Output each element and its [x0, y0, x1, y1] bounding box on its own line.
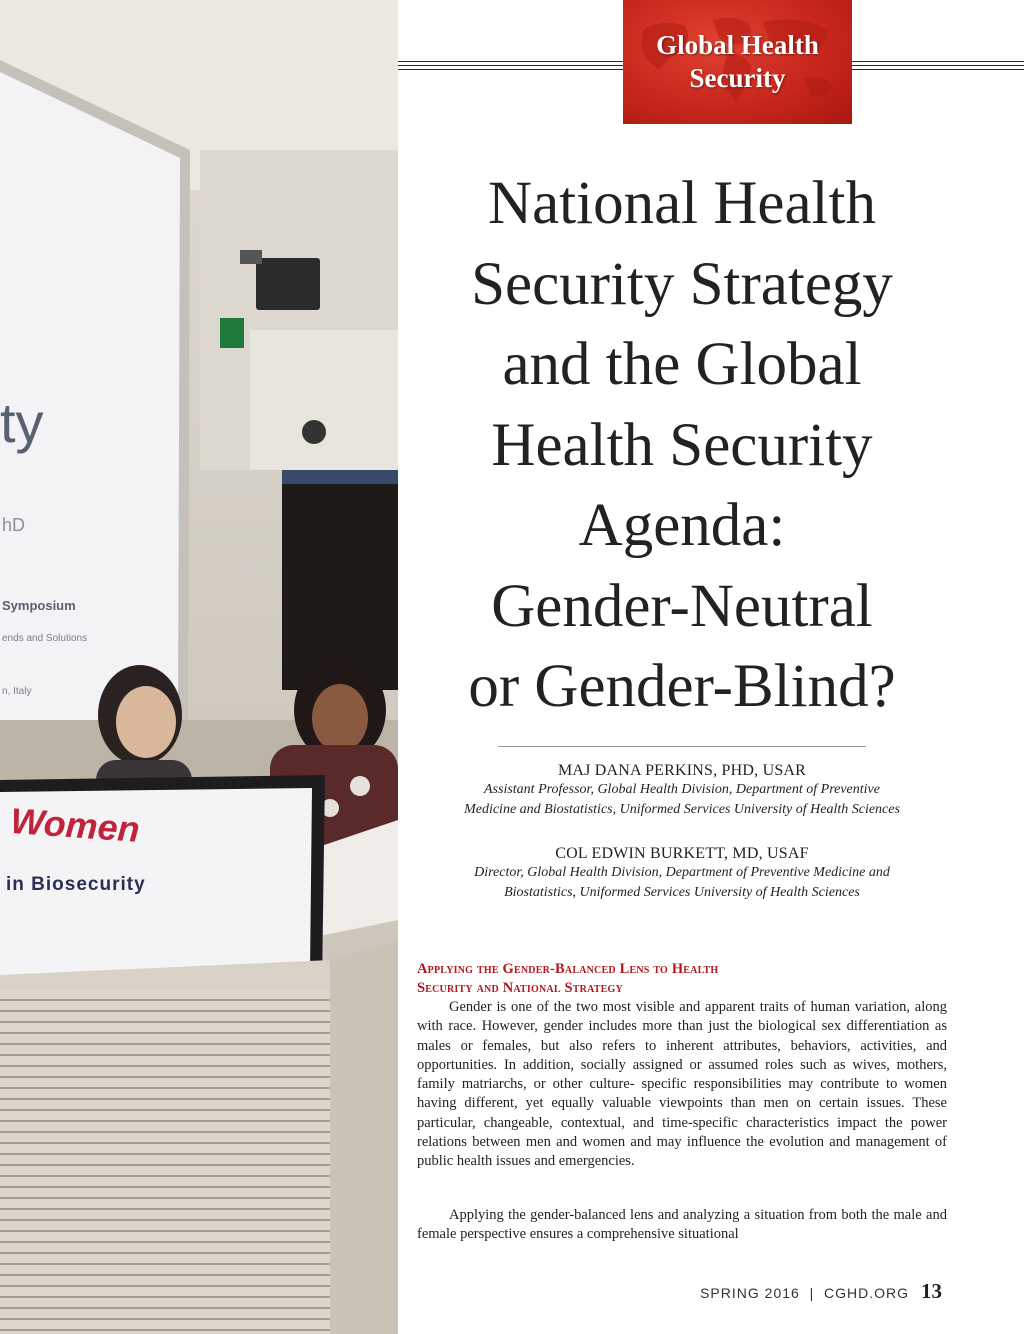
- monitor-text-women: Women: [9, 800, 142, 850]
- title-line: Agenda:: [578, 492, 786, 559]
- issue-label: SPRING 2016 | CGHD.ORG: [700, 1285, 909, 1301]
- body-paragraph: Applying the gender-balanced lens and analyzing a situation from both the male and female perspective ensures a comprehensive situational: [417, 1207, 947, 1243]
- author-name: COL EDWIN BURKETT, MD, USAF: [555, 845, 809, 862]
- author-affiliation: Medicine and Biostatistics, Uniformed Services University of Health Sciences: [464, 801, 900, 817]
- section-heading: [417, 960, 817, 998]
- title-line: Security Strategy: [471, 250, 893, 318]
- author-affiliation: Biostatistics, Uniformed Services University of Health Sciences: [504, 884, 860, 900]
- podium-slats: [0, 990, 330, 1334]
- title-line: or Gender-Blind?: [468, 653, 896, 720]
- screen-text-subtitle: ends and Solutions: [2, 633, 88, 644]
- screen-text-degree: hD: [2, 515, 26, 535]
- title-line: Gender-Neutral: [491, 572, 873, 640]
- author-name: MAJ DANA PERKINS, PHD, USAR: [557, 762, 807, 779]
- section-badge: [623, 0, 852, 124]
- author-block: [410, 845, 954, 902]
- page-number: 13: [921, 1279, 942, 1303]
- screen-text-large: ty: [0, 391, 44, 454]
- author-affiliation: Director, Global Health Division, Department of Preventive Medicine and: [474, 865, 890, 880]
- article-title: [402, 164, 962, 728]
- monitor-text-biosecurity: in Biosecurity: [6, 874, 146, 895]
- section-heading-line: Applying the Gender-Balanced Lens to Health: [417, 961, 719, 977]
- title-line: National Health: [488, 170, 876, 237]
- author-affiliation: Assistant Professor, Global Health Division, Department of Preventive: [484, 782, 880, 797]
- body-paragraph: Gender is one of the two most visible and apparent traits of human variation, along with race. However, gender includes more than just the biological sex differentiation as males or females, but also refers to inherent attributes, behaviors, activities, and opportunities. In addition, socially assigned or assumed roles such as wives, mothers, family matriarchs, or other culture- specific responsibilities may contribute to women having different, yet equally valuable viewpoints than men on certain issues. These particular, changeable, contextual, and time-specific characteristics impact the power relations between men and women and may influence the evolution and management of public health issues and emergencies.: [417, 999, 947, 1170]
- badge-label: [628, 29, 848, 95]
- title-divider: [498, 746, 866, 747]
- cover-photo: [0, 0, 398, 1334]
- author-block: [410, 762, 954, 819]
- section-heading-line: Security and National Strategy: [417, 980, 623, 996]
- page-footer: [700, 1279, 942, 1304]
- screen-text-symposium: Symposium: [2, 598, 76, 613]
- badge-line-1: Global Health: [656, 30, 819, 60]
- screen-text-location: n, Italy: [2, 686, 32, 697]
- title-line: Health Security: [491, 411, 873, 479]
- title-line: and the Global: [502, 331, 862, 398]
- badge-line-2: Security: [689, 63, 786, 93]
